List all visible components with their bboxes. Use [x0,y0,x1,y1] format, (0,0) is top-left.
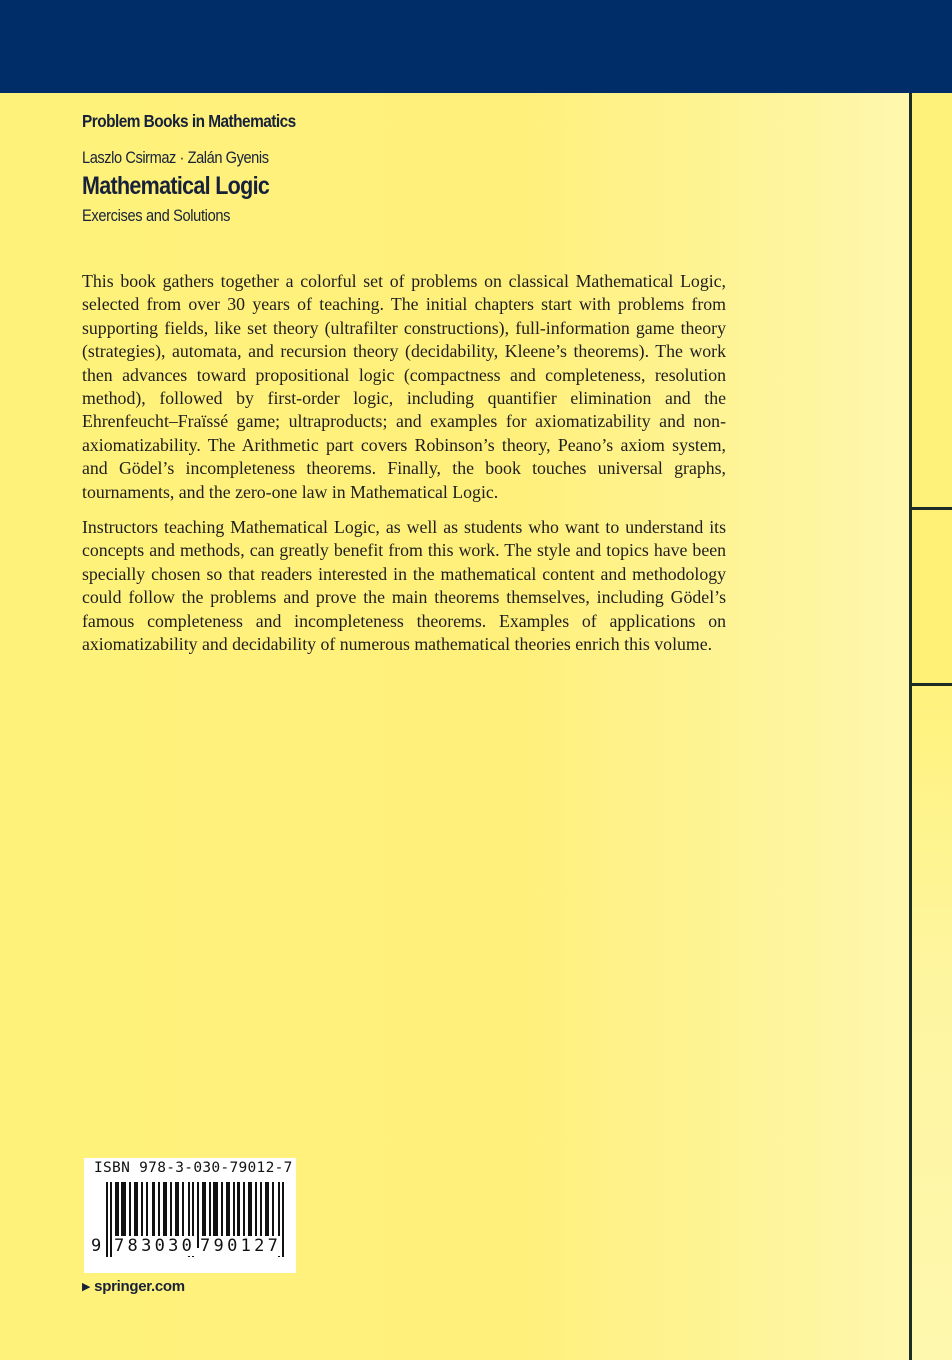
book-authors: Laszlo Csirmaz · Zalán Gyenis [82,148,269,167]
play-arrow-icon: ▶ [82,1281,91,1293]
publisher-link-text[interactable]: springer.com [94,1278,185,1295]
barcode-digit-first: 9 [91,1236,102,1256]
spine-divider-bottom [912,683,952,686]
spine-fold-line [909,93,912,1360]
barcode-digits-left: 783030 [114,1236,196,1256]
series-title: Problem Books in Mathematics [82,111,296,131]
spine-block [912,510,952,684]
top-color-band [0,0,952,93]
description-paragraph-1: This book gathers together a colorful set of problems on classical Mathematical Logic, selected from over 30 years of teaching. The initial chapters start with problems from supporting fields, like set theory (ultrafilter constructions), full-information game theory (strategies), automata, and recursion theory (decidability, Kleene’s theorems). The work then advances toward propositional logic (compactness and completeness, resolution method), followed by first-order logic, including quantifier elimination and the Ehrenfeucht–Fraïssé game; ultraproducts; and examples for axiomatizability and non-axiomatizability. The Arithmetic part covers Robinson’s theory, Peano’s axiom system, and Gödel’s incompleteness theorems. Finally, the book touches universal graphs, tournaments, and the zero-one law in Mathematical Logic. [82,271,726,502]
barcode-digits-right: 790127 [200,1236,282,1256]
spine-divider-top [912,507,952,510]
book-title: Mathematical Logic [82,172,270,200]
barcode-digits [90,1236,290,1258]
description-paragraph-2: Instructors teaching Mathematical Logic, as well as students who want to understand its concepts and methods, can greatly benefit from this work. The style and topics have been specially chosen so that readers interested in the mathematical content and methodology could follow the problems and prove the main theorems themselves, including Gödel’s famous completeness and incompleteness theorems. Examples of applications on axiomatizability and decidability of numerous mathematical theories enrich this volume. [82,517,726,655]
isbn-label: ISBN 978-3-030-79012-7 [94,1160,293,1176]
book-subtitle: Exercises and Solutions [82,206,231,225]
isbn-barcode-box [84,1158,296,1273]
book-description [82,270,726,669]
spine-panel [912,93,952,1360]
publisher-link[interactable] [82,1278,185,1295]
